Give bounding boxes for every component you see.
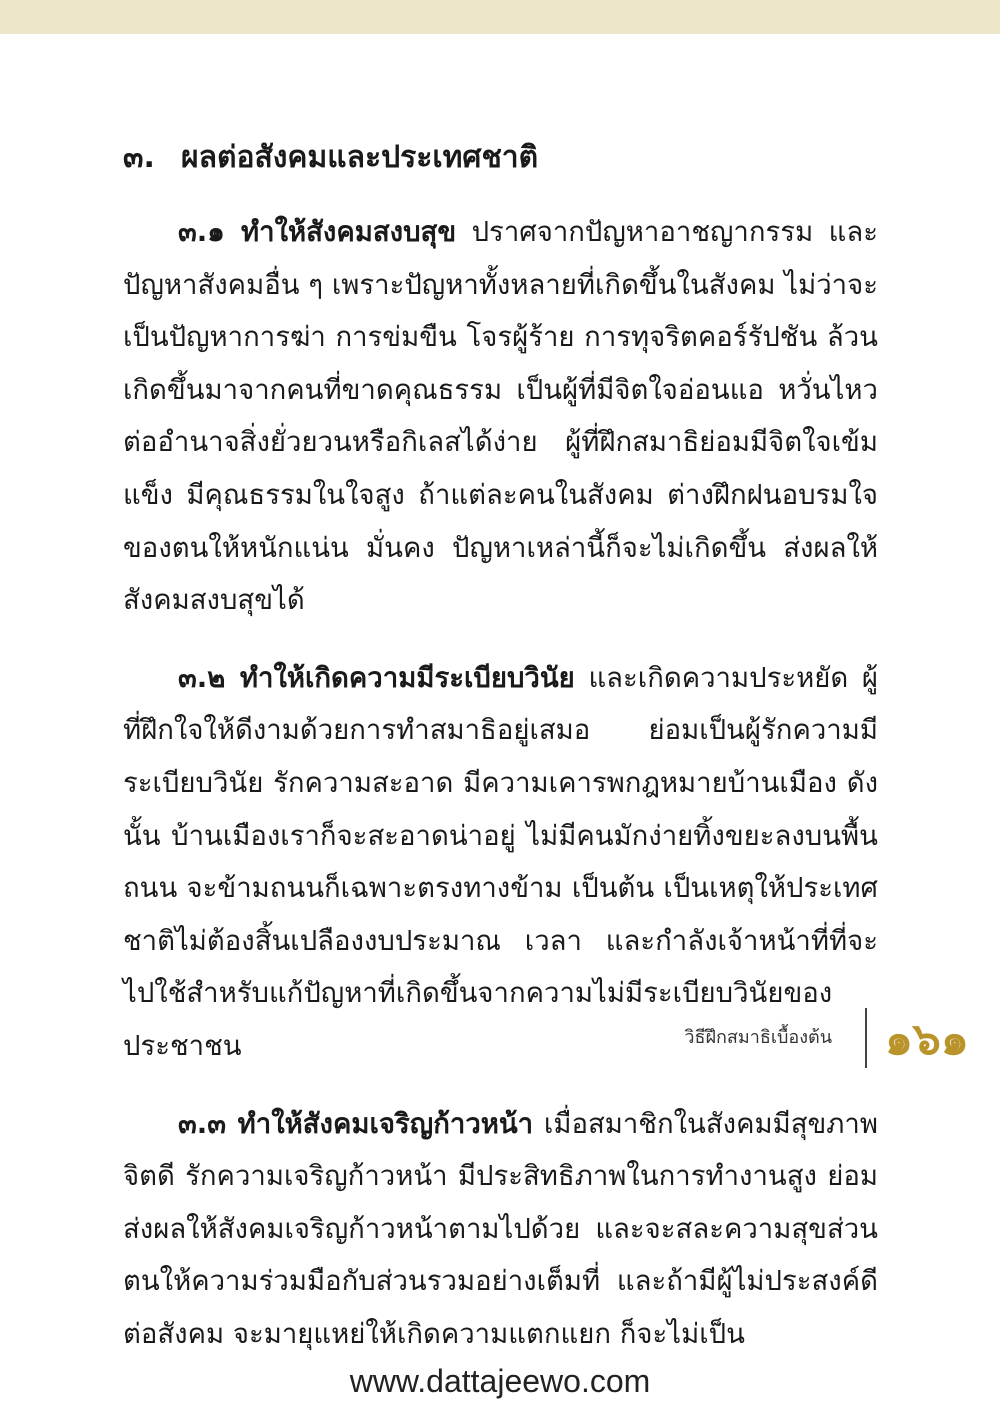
- paragraph-3-3: [123, 1098, 878, 1361]
- paragraph-text: เมื่อสมาชิกในสังคมมีสุขภาพจิตดี รักความเจริญก้าวหน้า มีประสิทธิภาพในการทำงานสูง ย่อมส่งผลให้สังคมเจริญก้าวหน้าตามไปด้วย และจะสละความสุขส่วนตนให้ความร่วมมือกับส่วนรวมอย่างเต็มที่ และถ้ามีผู้ไม่ประสงค์ดีต่อสังคม จะมายุแหย่ให้เกิดความแตกแยก ก็จะไม่เป็น: [123, 1107, 878, 1350]
- paragraph-lead: ๓.๒ ทำให้เกิดความมีระเบียบวินัย: [178, 661, 575, 694]
- footer-book-title: วิธีฝึกสมาธิเบื้องต้น: [684, 1027, 832, 1048]
- footer-divider: [865, 1008, 867, 1068]
- section-heading: [123, 132, 878, 184]
- heading-number: ๓.: [123, 140, 155, 175]
- paragraph-lead: ๓.๑ ทำให้สังคมสงบสุข: [178, 216, 457, 248]
- paragraph-3-1: [123, 206, 878, 627]
- paragraph-3-2: [123, 652, 878, 1073]
- document-body: [123, 132, 878, 1385]
- website-url: www.dattajeewo.com: [349, 1363, 651, 1399]
- paragraph-lead: ๓.๓ ทำให้สังคมเจริญก้าวหน้า: [178, 1107, 534, 1140]
- page-number: ๑๖๑: [885, 1014, 969, 1065]
- top-color-band: [0, 0, 1000, 34]
- paragraph-text: และเกิดความประหยัด ผู้ที่ฝึกใจให้ดีงามด้วยการทำสมาธิอยู่เสมอ ย่อมเป็นผู้รักความมีระเบียบวินัย รักความสะอาด มีความเคารพกฎหมายบ้านเมือง ดังนั้น บ้านเมืองเราก็จะสะอาดน่าอยู่ ไม่มีคนมักง่ายทิ้งขยะลงบนพื้นถนน จะข้ามถนนก็เฉพาะตรงทางข้าม เป็นต้น เป็นเหตุให้ประเทศชาติไม่ต้องสิ้นเปลืองงบประมาณ เวลา และกำลังเจ้าหน้าที่ที่จะไปใช้สำหรับแก้ปัญหาที่เกิดขึ้นจากความไม่มีระเบียบวินัยของประชาชน: [123, 661, 879, 1062]
- heading-title: ผลต่อสังคมและประเทศชาติ: [181, 140, 539, 175]
- paragraph-text: ปราศจากปัญหาอาชญากรรม และปัญหาสังคมอื่น ๆ เพราะปัญหาทั้งหลายที่เกิดขึ้นในสังคม ไม่ว่าจะเป็นปัญหาการฆ่า การข่มขืน โจรผู้ร้าย การทุจริตคอร์รัปชัน ล้วนเกิดขึ้นมาจากคนที่ขาดคุณธรรม เป็นผู้ที่มีจิตใจอ่อนแอ หวั่นไหวต่ออำนาจสิ่งยั่วยวนหรือกิเลสได้ง่าย ผู้ที่ฝึกสมาธิย่อมมีจิตใจเข้มแข็ง มีคุณธรรมในใจสูง ถ้าแต่ละคนในสังคม ต่างฝึกฝนอบรมใจของตนให้หนักแน่น มั่นคง ปัญหาเหล่านี้ก็จะไม่เกิดขึ้น ส่งผลให้สังคมสงบสุขได้: [123, 216, 879, 617]
